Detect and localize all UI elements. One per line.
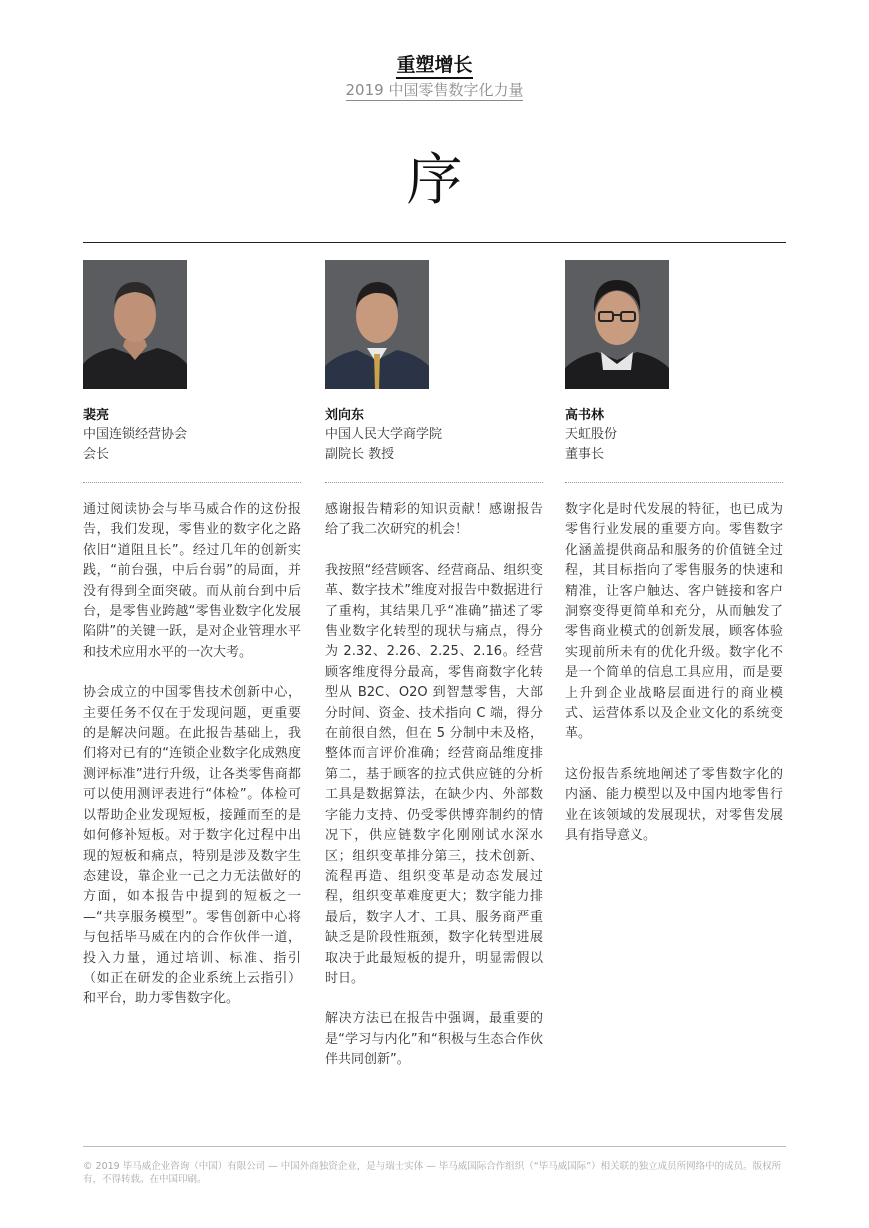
paragraph: 我按照“经营顾客、经营商品、组织变革、数字技术”维度对报告中数据进行了重构，其结果几乎“准确”描述了零售业数字化转型的现状与痛点，得分为 2.32、2.26、2.25、2.16。经营顾客维度得分最高，零售商数字化转型从 B2C、O2O 到智慧零售，大部分时间、资金、技术指向 C 端，得分在前很自然，但在 5 分制中未及格，整体而言评价准确；经营商品维度排第二，基于顾客的拉式供应链的分析工具是数据算法，在缺少内、外部数字能力支持、仍受零供博弈制约的情况下，供应链数字化刚刚试水深水区；组织变革排分第三，技术创新、流程再造、组织变革是动态发展过程，组织变革难度更大；数字能力排最后，数字人才、工具、服务商严重缺乏是阶段性瓶颈，数字化转型进展取决于此最短板的提升，明显需假以时日。 [325, 562, 543, 986]
contributor-name: 刘向东 [325, 408, 365, 423]
contributor-column-3 [565, 260, 783, 465]
contributor-position: 董事长 [565, 447, 605, 462]
contributor-text [83, 500, 301, 1030]
dotted-divider [325, 482, 543, 483]
paragraph: 解决方法已在报告中强调，最重要的是“学习与内化”和“积极与生态合作伙伴共同创新”。 [325, 1011, 543, 1068]
portrait-photo [325, 260, 429, 389]
contributor-organization: 天虹股份 [565, 427, 618, 442]
portrait-photo [83, 260, 187, 389]
contributor-organization: 中国连锁经营协会 [83, 427, 188, 442]
contributor-organization: 中国人民大学商学院 [325, 427, 443, 442]
section-title: 序 [406, 148, 463, 213]
paragraph: 这份报告系统地阐述了零售数字化的内涵、能力模型以及中国内地零售行业在该领域的发展现状，对零售发展具有指导意义。 [565, 766, 783, 844]
footer-divider [83, 1146, 786, 1147]
contributor-position: 副院长 教授 [325, 447, 395, 462]
contributor-text [565, 500, 783, 867]
contributor-column-2 [325, 260, 543, 465]
contributor-position: 会长 [83, 447, 110, 462]
dotted-divider [83, 482, 301, 483]
top-divider [83, 242, 786, 243]
copyright-footer: © 2019 毕马威企业咨询（中国）有限公司 — 中国外商独资企业，是与瑞士实体 — 毕马威国际合作组织（“毕马威国际”）相关联的独立成员所网络中的成员。版权所有，不得转载。在中国印刷。 [83, 1161, 782, 1185]
contributor-text [325, 500, 543, 1091]
paragraph: 通过阅读协会与毕马威合作的这份报告，我们发现，零售业的数字化之路依旧“道阻且长”。经过几年的创新实践，“前台强，中后台弱”的局面，并没有得到全面突破。而从前台到中后台，是零售业跨越“零售业数字化发展陷阱”的关键一跃，是对企业管理水平和技术应用水平的一次大考。 [83, 502, 301, 660]
paragraph: 数字化是时代发展的特征，也已成为零售行业发展的重要方向。零售数字化涵盖提供商品和服务的价值链全过程，其目标指向了零售服务的快速和精准，让客户触达、客户链接和客户洞察变得更简单和充分，从而触发了零售商业模式的创新发展，顾客体验实现前所未有的优化升级。数字化不是一个简单的信息工具应用，而是要上升到企业战略层面进行的商业模式、运营体系以及企业文化的系统变革。 [565, 502, 783, 742]
paragraph: 协会成立的中国零售技术创新中心，主要任务不仅在于发现问题，更重要的是解决问题。在此报告基础上，我们将对已有的“连锁企业数字化成熟度测评标准”进行升级，让各类零售商都可以使用测评表进行“体检”。体检可以帮助企业发现短板，接踵而至的是如何修补短板。对于数字化过程中出现的短板和痛点，特别是涉及数字生态建设，靠企业一己之力无法做好的方面，如本报告中提到的短板之一—“共享服务模型”。零售创新中心将与包括毕马威在内的合作伙伴一道，投入力量，通过培训、标准、指引（如正在研发的企业系统上云指引）和平台，助力零售数字化。 [83, 685, 301, 1007]
contributor-column-1 [83, 260, 301, 465]
contributor-name: 高书林 [565, 408, 605, 423]
dotted-divider [565, 482, 783, 483]
report-title: 重塑增长 [0, 50, 869, 77]
contributor-name: 裴亮 [83, 408, 110, 423]
paragraph: 感谢报告精彩的知识贡献！感谢报告给了我二次研究的机会！ [325, 502, 543, 538]
report-subtitle: 2019 中国零售数字化力量 [345, 81, 524, 99]
portrait-photo [565, 260, 669, 389]
